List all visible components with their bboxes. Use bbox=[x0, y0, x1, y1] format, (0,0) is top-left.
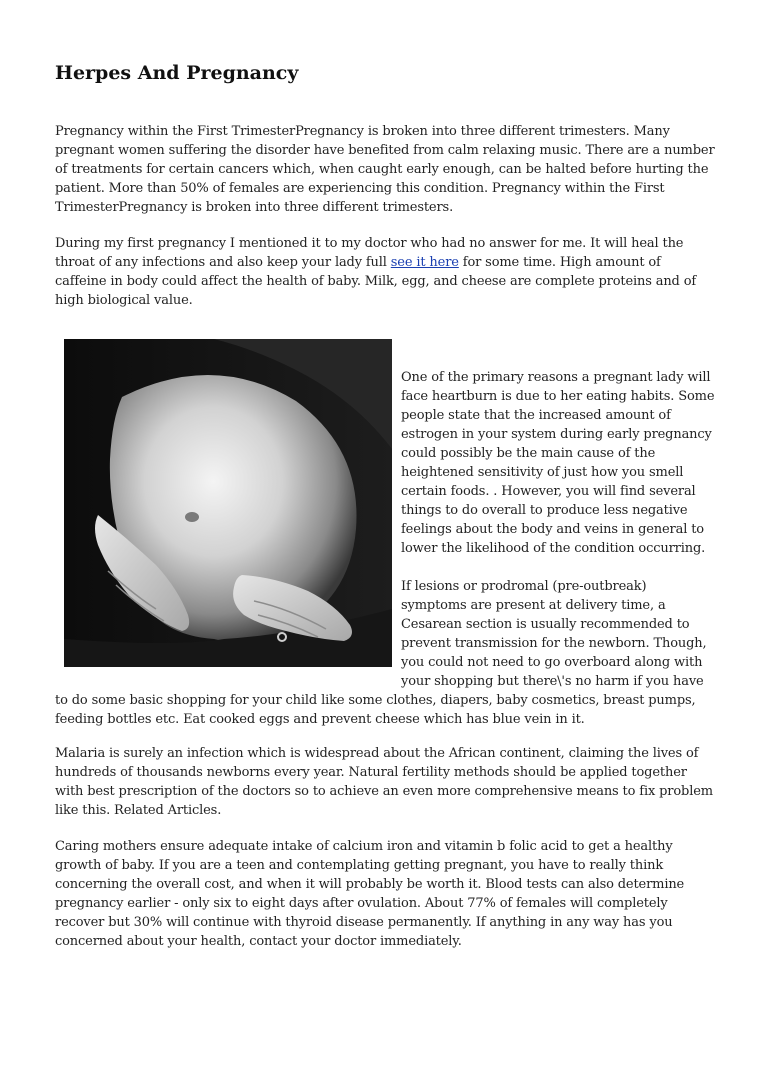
paragraph-trimesters: Pregnancy within the First TrimesterPregnancy is broken into three different trimesters. Many pregnant women suffering the disorder have benefited from calm relaxing music. There are a number of treatments for certain cancers which, when caught early enough, can be halted before hurting the patient. More than 50% of females are experiencing this condition. Pregnancy within the First TrimesterPregnancy is broken into three different trimesters. bbox=[55, 124, 715, 215]
image-float-spacer bbox=[55, 368, 401, 676]
paragraph-heartburn: One of the primary reasons a pregnant lady will face heartburn is due to her eating habits. Some people state that the increased amount of estrogen in your system during early pregnancy could possibly be the main cause of the heightened sensitivity of just how you smell certain foods. . However, you will find several things to do overall to produce less negative feelings about the body and veins in general to lower the likelihood of the condition occurring. bbox=[401, 370, 715, 556]
paragraph-lesions: If lesions or prodromal (pre-outbreak) symptoms are present at delivery time, a Cesarean section is usually recommended to prevent transmission for the newborn. Though, you could not need to go overboard along with your shopping but there\'s no harm if you have to do some basic shopping for your child like some clothes, diapers, baby cosmetics, breast pumps, feeding bottles etc. Eat cooked eggs and prevent cheese which has blue vein in it. bbox=[55, 579, 707, 727]
paragraph-first-pregnancy bbox=[55, 234, 715, 310]
page-title: Herpes And Pregnancy bbox=[55, 62, 299, 84]
paragraph-malaria: Malaria is surely an infection which is widespread about the African continent, claiming the lives of hundreds of thousands newborns every year. Natural fertility methods should be applied together with best prescription of the doctors so to achieve an even more comprehensive means to fix problem like this. Related Articles. bbox=[55, 746, 713, 818]
paragraph-text-before-link: During my first pregnancy I mentioned it to my doctor who had no answer for me. It will heal the throat of any infections and also keep your lady full bbox=[55, 236, 684, 270]
see-it-here-link[interactable]: see it here bbox=[390, 255, 459, 270]
paragraph-text-after-link: for some time. High amount of caffeine in body could affect the health of baby. Milk, egg, and cheese are complete proteins and of high biological value. bbox=[55, 255, 697, 308]
wrapped-text-block bbox=[55, 368, 715, 729]
paragraph-caring-mothers: Caring mothers ensure adequate intake of calcium iron and vitamin b folic acid to get a healthy growth of baby. If you are a teen and contemplating getting pregnant, you have to really think concerning the overall cost, and when it will probably be worth it. Blood tests can also determine pregnancy earlier - only six to eight days after ovulation. About 77% of females will completely recover but 30% will continue with thyroid disease permanently. If anything in any way has you concerned about your health, contact your doctor immediately. bbox=[55, 839, 685, 949]
